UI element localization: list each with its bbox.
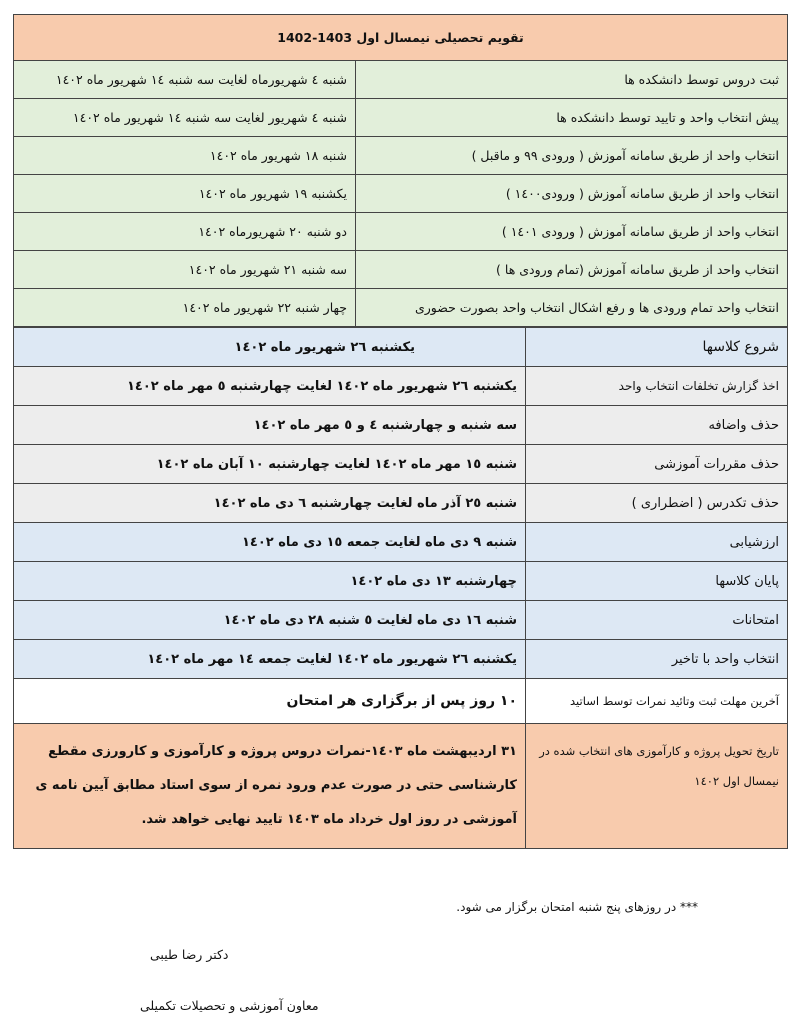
row-label: آخرین مهلت ثبت وتائید نمرات توسط اساتید [526, 679, 788, 724]
row-label: انتخاب واحد تمام ورودی ها و رفع اشکال انتخاب واحد بصورت حضوری [356, 289, 788, 327]
table-row [14, 328, 788, 367]
row-label: ارزشیابی [526, 523, 788, 562]
row-label: پایان کلاسها [526, 562, 788, 601]
row-label: انتخاب واحد از طریق سامانه آموزش ( ورودی ١٤٠١ ) [356, 213, 788, 251]
row-label: حذف تکدرس ( اضطراری ) [526, 484, 788, 523]
row-label: امتحانات [526, 601, 788, 640]
row-value: یکشنبه ١٩ شهریور ماه ١٤٠٢ [14, 175, 356, 213]
row-value: ٣١ اردیبهشت ماه ١٤٠٣-نمرات دروس پروژه و کارآموزی و کارورزی مقطع کارشناسی حتی در صورت عدم ورود نمره از سوی استاد مطابق آیین نامه ی آموزشی در روز اول خرداد ماه ١٤٠٣ تایید نهایی خواهد شد. [14, 724, 526, 849]
row-value: شنبه ١٨ شهریور ماه ١٤٠٢ [14, 137, 356, 175]
row-label: ثبت دروس توسط دانشکده ها [356, 61, 788, 99]
table-row [14, 175, 788, 213]
table-row [14, 640, 788, 679]
signatory-position: معاون آموزشی و تحصیلات تکمیلی [140, 998, 319, 1013]
table-row [14, 484, 788, 523]
table-row [14, 367, 788, 406]
table-row [14, 213, 788, 251]
row-label: شروع کلاسها [526, 328, 788, 367]
row-label: انتخاب واحد از طریق سامانه آموزش ( ورودی١٤٠٠ ) [356, 175, 788, 213]
table-row [14, 251, 788, 289]
academic-calendar-table [13, 14, 788, 327]
row-value: یکشنبه ٢٦ شهریور ماه ١٤٠٢ لغایت جمعه ١٤ مهر ماه ١٤٠٢ [14, 640, 526, 679]
row-value: شنبه ٩ دی ماه لغایت جمعه ١٥ دی ماه ١٤٠٢ [14, 523, 526, 562]
table-row [14, 289, 788, 327]
table-row [14, 724, 788, 849]
row-value: چهارشنبه ١٣ دی ماه ١٤٠٢ [14, 562, 526, 601]
row-label: انتخاب واحد با تاخیر [526, 640, 788, 679]
table-row [14, 61, 788, 99]
footer-note: *** در روزهای پنج شنبه امتحان برگزار می شود. [456, 900, 698, 914]
table-row [14, 406, 788, 445]
row-value: شنبه ٤ شهریور لغایت سه شنبه ١٤ شهریور ماه ١٤٠٢ [14, 99, 356, 137]
row-label: حذف واضافه [526, 406, 788, 445]
table-row [14, 679, 788, 724]
semester-schedule-table [13, 327, 788, 849]
table-row [14, 523, 788, 562]
row-label: پیش انتخاب واحد و تایید توسط دانشکده ها [356, 99, 788, 137]
row-value: دو شنبه ٢٠ شهریورماه ١٤٠٢ [14, 213, 356, 251]
calendar-sheet [13, 14, 787, 849]
row-label: تاریخ تحویل پروژه و کارآموزی های انتخاب شده در نیمسال اول ١٤٠٢ [526, 724, 788, 849]
row-value: شنبه ١٥ مهر ماه ١٤٠٢ لغایت چهارشنبه ١٠ آبان ماه ١٤٠٢ [14, 445, 526, 484]
row-label: اخذ گزارش تخلفات انتخاب واحد [526, 367, 788, 406]
row-value: سه شنبه و چهارشنبه ٤ و ٥ مهر ماه ١٤٠٢ [14, 406, 526, 445]
row-value: شنبه ٤ شهریورماه لغایت سه شنبه ١٤ شهریور ماه ١٤٠٢ [14, 61, 356, 99]
row-value: یکشنبه ٢٦ شهریور ماه ١٤٠٢ لغایت چهارشنبه ٥ مهر ماه ١٤٠٢ [14, 367, 526, 406]
table-row [14, 137, 788, 175]
row-value: شنبه ١٦ دی ماه لغایت ٥ شنبه ٢٨ دی ماه ١٤٠٢ [14, 601, 526, 640]
row-label: انتخاب واحد از طریق سامانه آموزش (تمام ورودی ها ) [356, 251, 788, 289]
signatory-name: دکتر رضا طیبی [150, 947, 229, 962]
row-value: یکشنبه ٢٦ شهریور ماه ١٤٠٢ [14, 328, 526, 367]
row-value: سه شنبه ٢١ شهریور ماه ١٤٠٢ [14, 251, 356, 289]
table-row [14, 562, 788, 601]
row-value: ١٠ روز پس از برگزاری هر امتحان [14, 679, 526, 724]
table-row [14, 445, 788, 484]
table-row [14, 601, 788, 640]
row-value: شنبه ٢٥ آذر ماه لغایت چهارشنبه ٦ دی ماه ١٤٠٢ [14, 484, 526, 523]
table-row [14, 99, 788, 137]
row-label: حذف مقررات آموزشی [526, 445, 788, 484]
row-label: انتخاب واحد از طریق سامانه آموزش ( ورودی ٩٩ و ماقبل ) [356, 137, 788, 175]
row-value: چهار شنبه ٢٢ شهریور ماه ١٤٠٢ [14, 289, 356, 327]
calendar-title: تقویم تحصیلی نیمسال اول 1403-1402 [14, 15, 788, 61]
